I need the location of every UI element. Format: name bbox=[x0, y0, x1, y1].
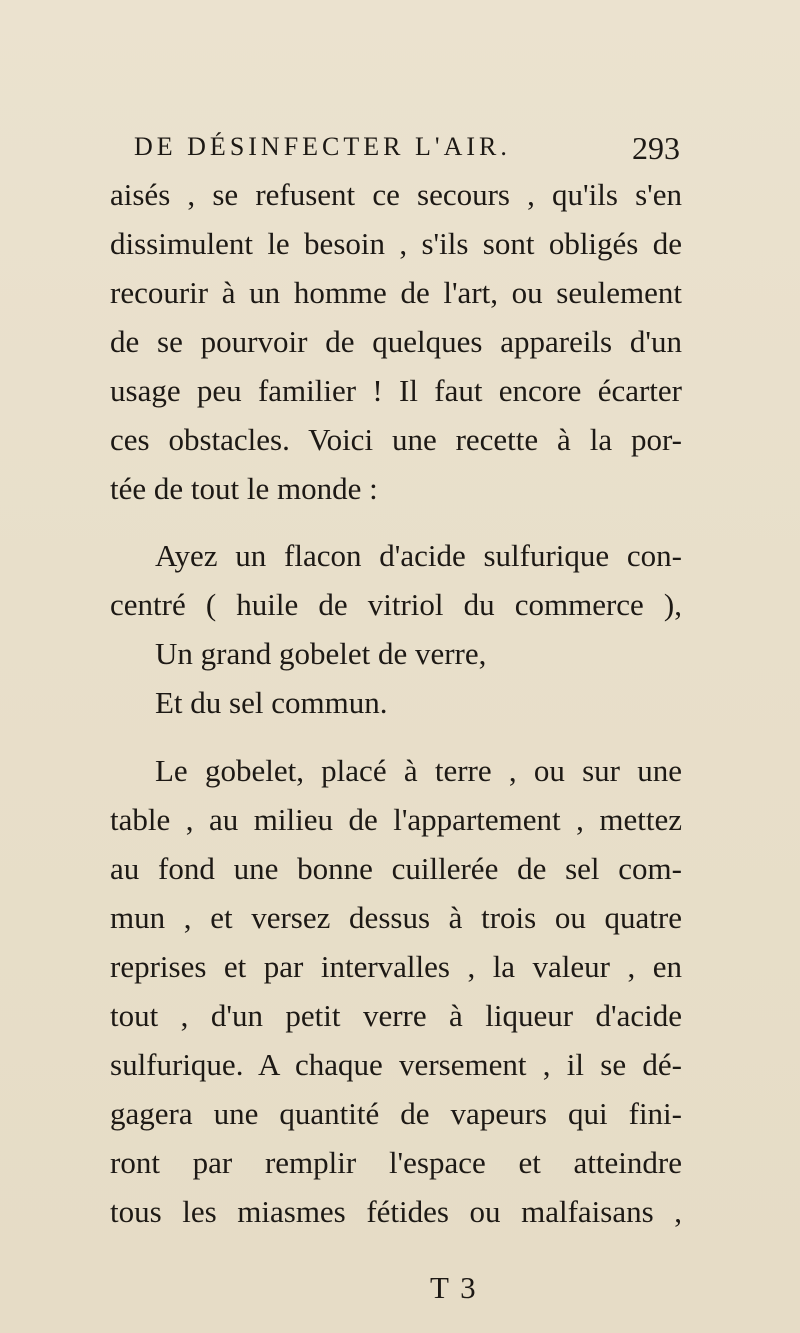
text-line: Le gobelet, placé à terre , ou sur une bbox=[155, 753, 682, 788]
running-title: DE DÉSINFECTER L'AIR. bbox=[134, 132, 511, 161]
text-line: Ayez un flacon d'acide sulfurique con- bbox=[155, 538, 682, 573]
text-line: recourir à un homme de l'art, ou seulement bbox=[110, 275, 682, 310]
text-line: ces obstacles. Voici une recette à la por- bbox=[110, 422, 682, 457]
text-line: reprises et par intervalles , la valeur , en bbox=[110, 949, 682, 984]
text-line: mun , et versez dessus à trois ou quatre bbox=[110, 900, 682, 935]
text-line: tout , d'un petit verre à liqueur d'acide bbox=[110, 998, 682, 1033]
text-line: dissimulent le besoin , s'ils sont obligés de bbox=[110, 226, 682, 261]
text-line: usage peu familier ! Il faut encore écarter bbox=[110, 373, 682, 408]
text-line: tée de tout le monde : bbox=[110, 471, 378, 506]
text-line: aisés , se refusent ce secours , qu'ils s'en bbox=[110, 177, 682, 212]
text-line: gagera une quantité de vapeurs qui fini- bbox=[110, 1096, 682, 1131]
signature-mark: T 3 bbox=[430, 1270, 478, 1305]
text-line: ront par remplir l'espace et atteindre bbox=[110, 1145, 682, 1180]
text-line: sulfurique. A chaque versement , il se dé- bbox=[110, 1047, 682, 1082]
text-line: au fond une bonne cuillerée de sel com- bbox=[110, 851, 682, 886]
text-line: Un grand gobelet de verre, bbox=[155, 636, 487, 671]
text-line: table , au milieu de l'appartement , mettez bbox=[110, 802, 682, 837]
running-head bbox=[110, 132, 680, 172]
text-line: Et du sel commun. bbox=[155, 685, 388, 720]
page-number: 293 bbox=[632, 130, 680, 166]
text-line: centré ( huile de vitriol du commerce ), bbox=[110, 587, 682, 622]
text-line: de se pourvoir de quelques appareils d'un bbox=[110, 324, 682, 359]
text-line: tous les miasmes fétides ou malfaisans , bbox=[110, 1194, 682, 1229]
